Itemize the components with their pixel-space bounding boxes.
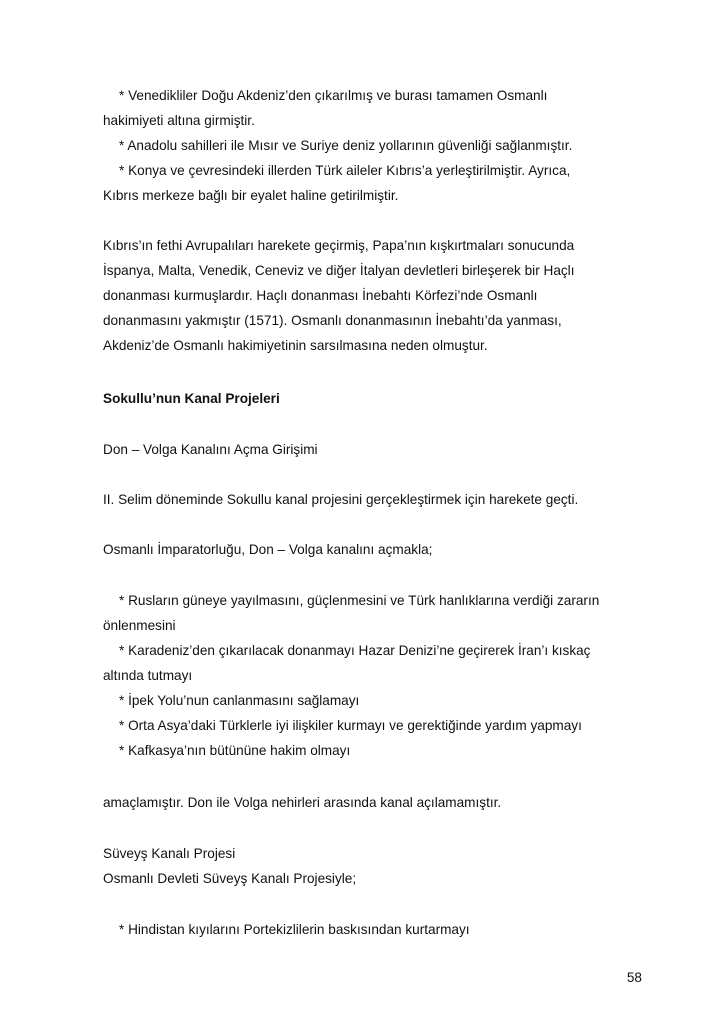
subsection-heading: Süveyş Kanalı Projesi <box>103 846 236 861</box>
page-number: 58 <box>626 970 642 985</box>
text-line: amaçlamıştır. Don ile Volga nehirleri arasında kanal açılamamıştır. <box>103 795 502 810</box>
text-line: donanmasını yakmıştır (1571). Osmanlı donanmasının İnebahtı’da yanması, <box>103 313 562 328</box>
subsection-heading: Don – Volga Kanalını Açma Girişimi <box>103 442 318 457</box>
section-heading: Sokullu’nun Kanal Projeleri <box>103 391 280 406</box>
text-line: Osmanlı İmparatorluğu, Don – Volga kanalını açmakla; <box>103 542 433 557</box>
text-line: Kıbrıs merkeze bağlı bir eyalet haline getirilmiştir. <box>103 188 399 203</box>
text-line: donanması kurmuşlardır. Haçlı donanması İnebahtı Körfezi’nde Osmanlı <box>103 288 538 303</box>
text-line: İspanya, Malta, Venedik, Ceneviz ve diğer İtalyan devletleri birleşerek bir Haçlı <box>103 263 575 278</box>
text-line: * Orta Asya’daki Türklerle iyi ilişkiler kurmayı ve gerektiğinde yardım yapmayı <box>119 718 582 733</box>
text-line: önlenmesini <box>103 618 176 633</box>
text-line: * Hindistan kıyılarını Portekizlilerin baskısından kurtarmayı <box>119 922 470 937</box>
text-line: II. Selim döneminde Sokullu kanal projesini gerçekleştirmek için harekete geçti. <box>103 492 579 507</box>
text-line: * Anadolu sahilleri ile Mısır ve Suriye deniz yollarının güvenliği sağlanmıştır. <box>119 138 573 153</box>
text-line: altında tutmayı <box>103 668 193 683</box>
text-line: Osmanlı Devleti Süveyş Kanalı Projesiyle; <box>103 871 357 886</box>
text-line: hakimiyeti altına girmiştir. <box>103 113 255 128</box>
text-line: * Venedikliler Doğu Akdeniz’den çıkarılmış ve burası tamamen Osmanlı <box>119 88 548 103</box>
text-line: Kıbrıs’ın fethi Avrupalıları harekete geçirmiş, Papa’nın kışkırtmaları sonucunda <box>103 238 575 253</box>
text-line: * İpek Yolu’nun canlanmasını sağlamayı <box>119 693 360 708</box>
text-line: * Karadeniz’den çıkarılacak donanmayı Hazar Denizi’ne geçirerek İran’ı kıskaç <box>119 643 591 658</box>
text-line: * Rusların güneye yayılmasını, güçlenmesini ve Türk hanlıklarına verdiği zararın <box>119 593 600 608</box>
text-line: Akdeniz’de Osmanlı hakimiyetinin sarsılmasına neden olmuştur. <box>103 338 488 353</box>
text-line: * Konya ve çevresindeki illerden Türk aileler Kıbrıs’a yerleştirilmiştir. Ayrıca, <box>119 163 571 178</box>
text-line: * Kafkasya’nın bütününe hakim olmayı <box>119 743 351 758</box>
